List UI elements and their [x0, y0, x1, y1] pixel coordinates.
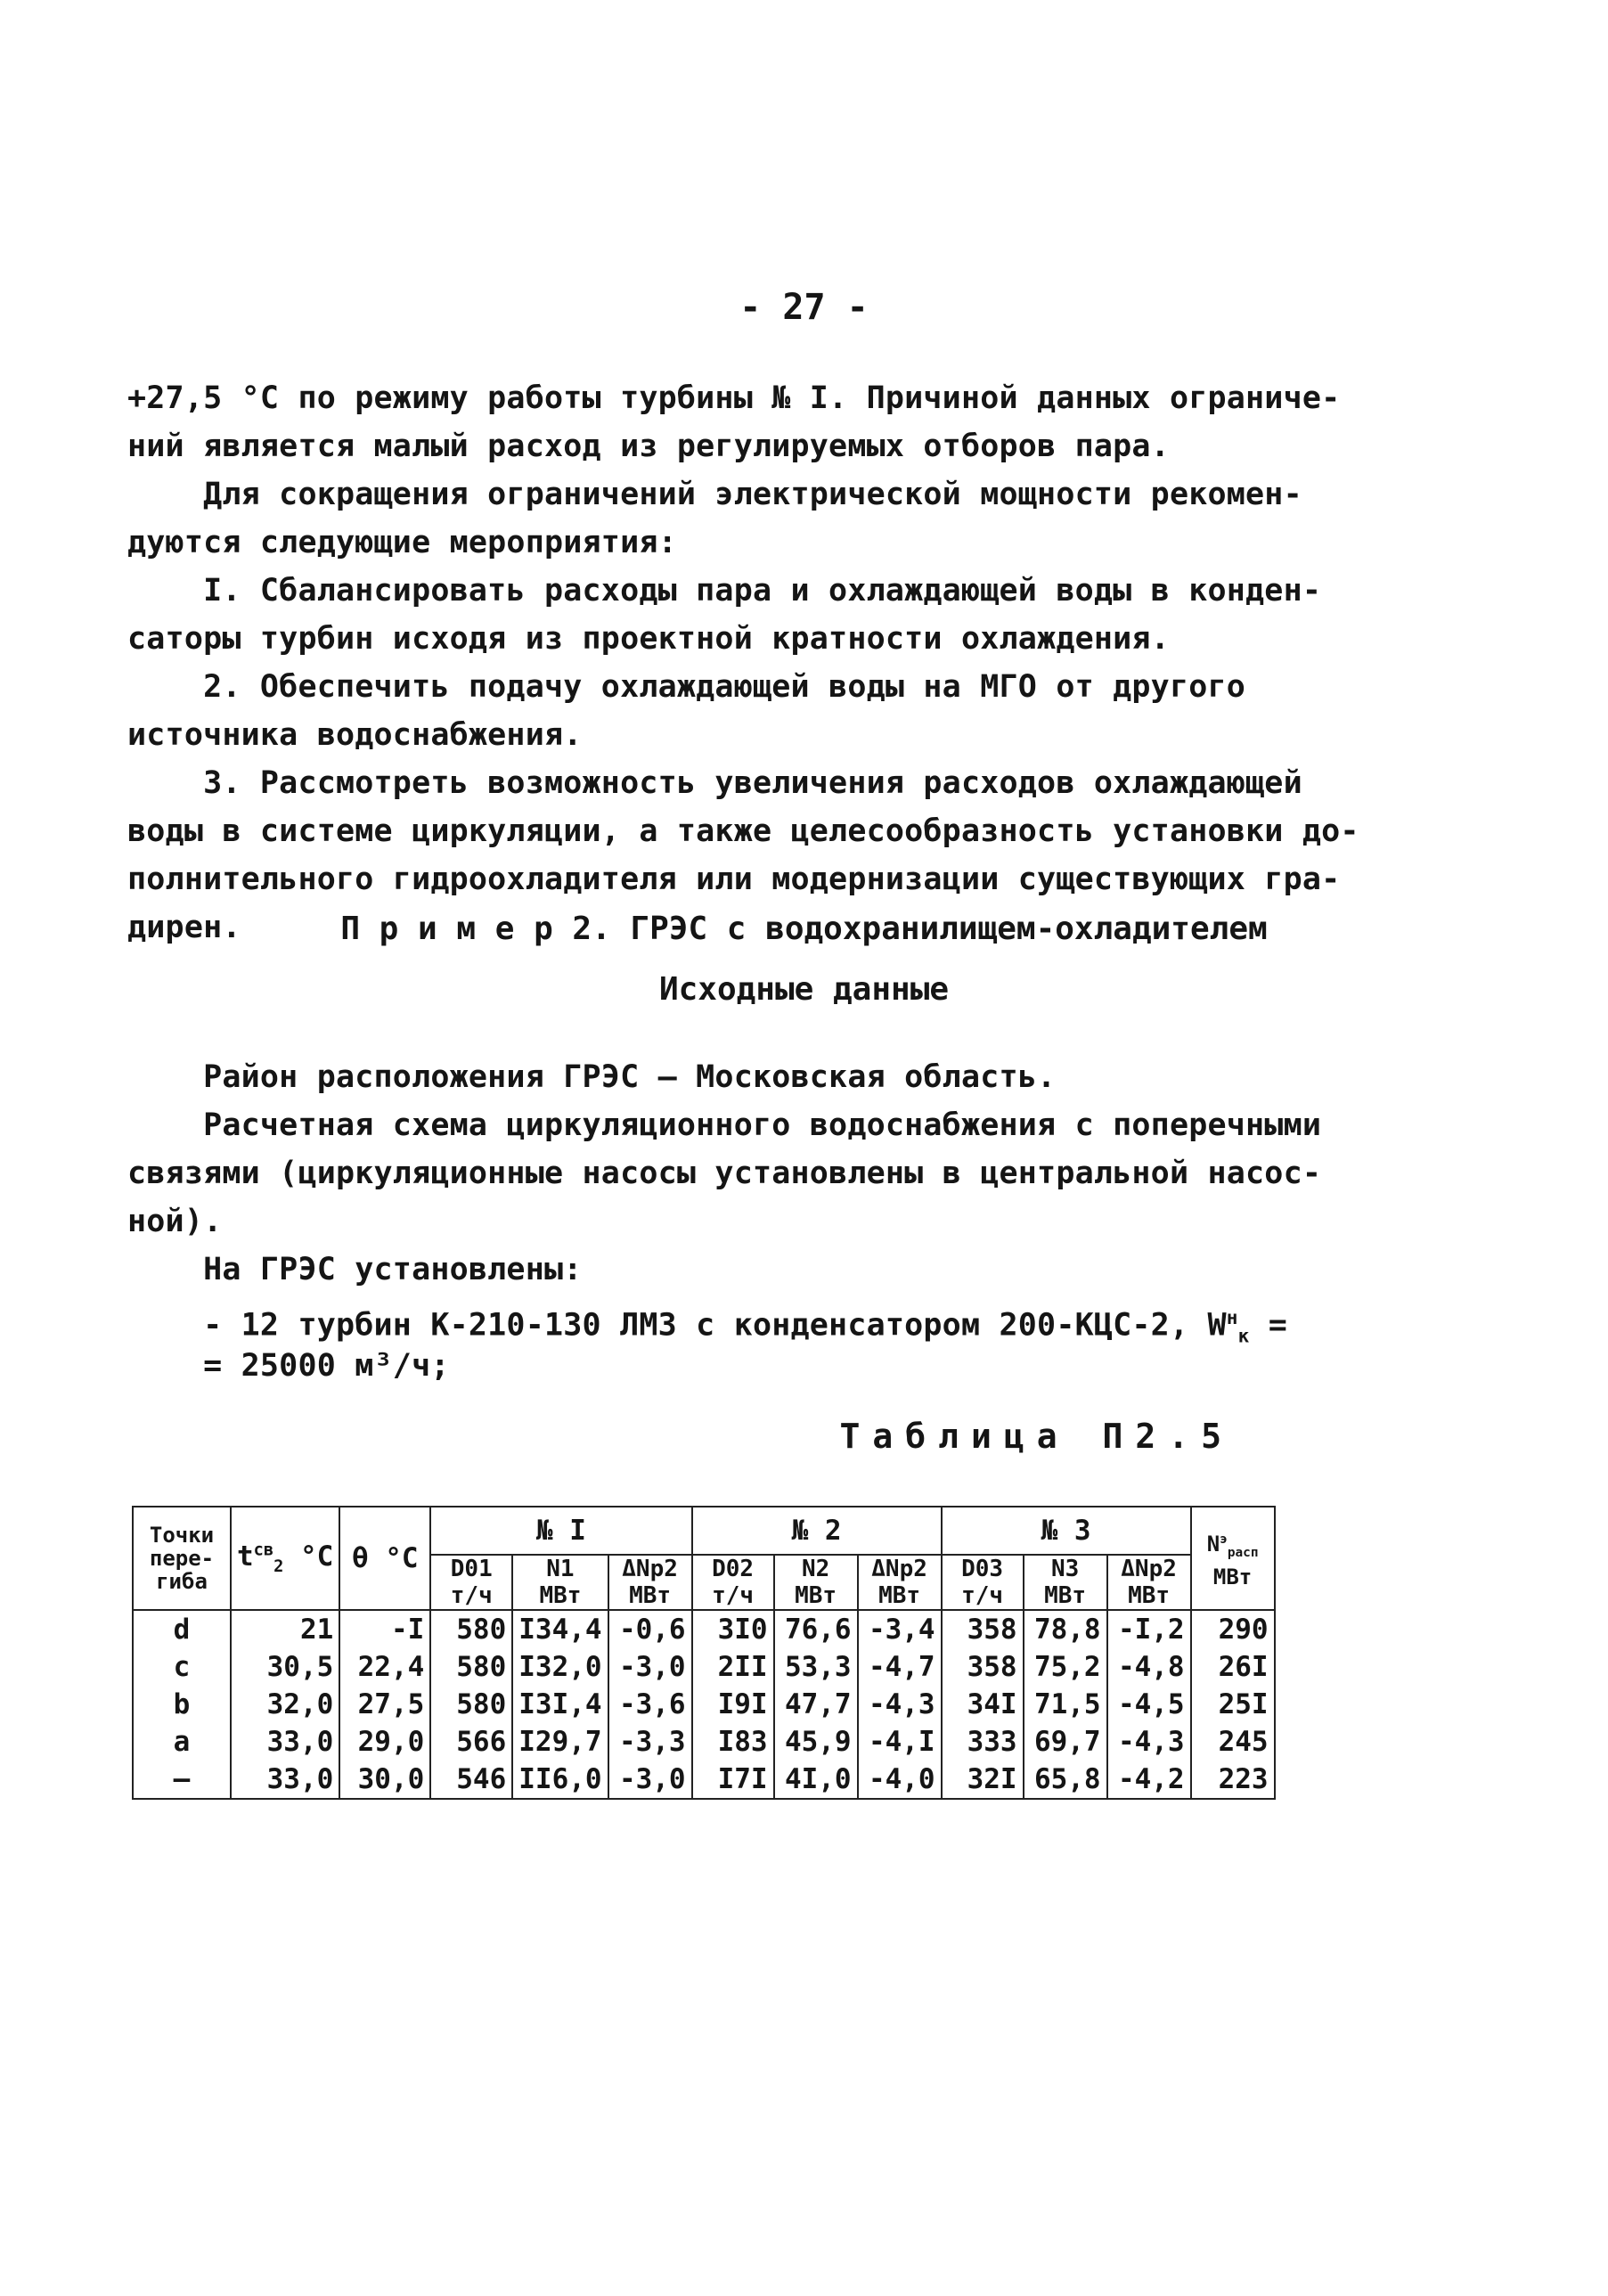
header-theta: θ °С	[339, 1507, 430, 1610]
header-t2-symbol: t	[237, 1540, 254, 1573]
header-nrasp-sup: э	[1220, 1532, 1228, 1547]
table-cell: 34I	[942, 1686, 1024, 1723]
table-cell: I34,4	[512, 1610, 608, 1648]
table-cell: 76,6	[774, 1610, 858, 1648]
header-t2-sub: 2	[273, 1557, 284, 1577]
table-cell: -3,0	[608, 1761, 692, 1799]
header-turbine-1: № I	[430, 1507, 691, 1555]
table-cell: -4,5	[1107, 1686, 1191, 1723]
table-cell: -3,4	[858, 1610, 942, 1648]
subheader-cell: ΔNp2 МВт	[1107, 1555, 1191, 1610]
table-cell: -4,2	[1107, 1761, 1191, 1799]
header-nrasp-unit: МВт	[1212, 1565, 1253, 1590]
subheader-cell: D01 т/ч	[430, 1555, 512, 1610]
table-cell: 21	[231, 1610, 339, 1648]
table-cell: 25I	[1191, 1686, 1275, 1723]
table-cell: –	[133, 1761, 231, 1799]
table-cell: -4,3	[1107, 1723, 1191, 1761]
formula-sup: н	[1226, 1307, 1238, 1328]
table-cell: 32,0	[231, 1686, 339, 1723]
formula-sub: к	[1237, 1325, 1250, 1347]
table-row	[133, 1723, 1275, 1761]
text-line: +27,5 °С по режиму работы турбины № I. Причиной данных ограниче-	[127, 380, 1341, 416]
subheader-cell: D02 т/ч	[692, 1555, 774, 1610]
table-cell: 53,3	[774, 1648, 858, 1686]
table-row	[133, 1761, 1275, 1799]
header-nrasp-sub: расп	[1227, 1545, 1259, 1560]
example-heading: П р и м е р 2. ГРЭС с водохранилищем-охладителем	[340, 911, 1268, 947]
table-cell: b	[133, 1686, 231, 1723]
table-cell: 580	[430, 1648, 512, 1686]
header-turbine-2: № 2	[692, 1507, 942, 1555]
table-cell: 3I0	[692, 1610, 774, 1648]
table-cell: 78,8	[1024, 1610, 1107, 1648]
table-cell: 32I	[942, 1761, 1024, 1799]
text-line: I. Сбалансировать расходы пара и охлаждающей воды в конден-	[127, 573, 1322, 609]
table-cell: 45,9	[774, 1723, 858, 1761]
subheader-cell: D03 т/ч	[942, 1555, 1024, 1610]
table-cell: 333	[942, 1723, 1024, 1761]
table-cell: -3,6	[608, 1686, 692, 1723]
header-turbine-3: № 3	[942, 1507, 1191, 1555]
data-table	[132, 1506, 1276, 1800]
header-nrasp-symbol: N	[1206, 1531, 1220, 1557]
table-cell: a	[133, 1723, 231, 1761]
table-cell: -3,0	[608, 1648, 692, 1686]
formula-tail: =	[1249, 1307, 1287, 1344]
table-cell: -4,0	[858, 1761, 942, 1799]
table-cell: I7I	[692, 1761, 774, 1799]
header-points: Точки пере-гиба	[133, 1507, 231, 1610]
table-cell: d	[133, 1610, 231, 1648]
table-cell: 4I,0	[774, 1761, 858, 1799]
table-cell: 30,0	[339, 1761, 430, 1799]
text-line: воды в системе циркуляции, а также целесообразность установки до-	[127, 813, 1359, 849]
text-line: ний является малый расход из регулируемых отборов пара.	[127, 429, 1170, 464]
text-line: связями (циркуляционные насосы установлены в центральной насос-	[127, 1156, 1322, 1191]
page-number: - 27 -	[739, 287, 869, 328]
subheader-cell: ΔNp2 МВт	[608, 1555, 692, 1610]
subheading: Исходные данные	[658, 971, 950, 1008]
table-cell: 580	[430, 1686, 512, 1723]
header-t2-sup: св	[253, 1540, 274, 1560]
text-line: ной).	[127, 1204, 223, 1239]
table-cell: 223	[1191, 1761, 1275, 1799]
table-caption: Таблица П2.5	[839, 1417, 1234, 1456]
table-cell: 33,0	[231, 1761, 339, 1799]
table-row	[133, 1610, 1275, 1648]
table-cell: 30,5	[231, 1648, 339, 1686]
text-line: 2. Обеспечить подачу охлаждающей воды на МГО от другого	[127, 669, 1246, 705]
table-cell: -4,7	[858, 1648, 942, 1686]
table-cell: 2II	[692, 1648, 774, 1686]
text-line: дирен.	[127, 910, 241, 945]
table-cell: -I	[339, 1610, 430, 1648]
table-body	[133, 1610, 1275, 1799]
table-cell: 22,4	[339, 1648, 430, 1686]
formula-text: - 12 турбин К-210-130 ЛМЗ с конденсатором 200-КЦС-2, W	[127, 1307, 1227, 1344]
table-cell: 65,8	[1024, 1761, 1107, 1799]
text-line: Для сокращения ограничений электрической мощности рекомен-	[127, 477, 1302, 512]
table-cell: 290	[1191, 1610, 1275, 1648]
text-line: Район расположения ГРЭС – Московская область.	[127, 1059, 1057, 1095]
table-cell: c	[133, 1648, 231, 1686]
table-cell: 26I	[1191, 1648, 1275, 1686]
table-cell: -I,2	[1107, 1610, 1191, 1648]
table-cell: 33,0	[231, 1723, 339, 1761]
table-row	[133, 1686, 1275, 1723]
table-cell: 75,2	[1024, 1648, 1107, 1686]
table-cell: 358	[942, 1610, 1024, 1648]
table-cell: 245	[1191, 1723, 1275, 1761]
table-cell: II6,0	[512, 1761, 608, 1799]
table-cell: 546	[430, 1761, 512, 1799]
table-row	[133, 1648, 1275, 1686]
text-line: На ГРЭС установлены:	[127, 1252, 583, 1287]
header-t2-unit: °С	[299, 1540, 334, 1573]
table-cell: 580	[430, 1610, 512, 1648]
table-cell: 27,5	[339, 1686, 430, 1723]
table-cell: I3I,4	[512, 1686, 608, 1723]
table-cell: 47,7	[774, 1686, 858, 1723]
text-line: 3. Рассмотреть возможность увеличения расходов охлаждающей	[127, 765, 1302, 801]
text-line: дуются следующие мероприятия:	[127, 525, 677, 560]
table-cell: 566	[430, 1723, 512, 1761]
table-cell: 71,5	[1024, 1686, 1107, 1723]
table-cell: -3,3	[608, 1723, 692, 1761]
table-cell: I9I	[692, 1686, 774, 1723]
table-cell: -4,I	[858, 1723, 942, 1761]
table-cell: -4,3	[858, 1686, 942, 1723]
text-line: Расчетная схема циркуляционного водоснабжения с поперечными	[127, 1107, 1322, 1143]
subheader-cell: N1 МВт	[512, 1555, 608, 1610]
header-t2	[231, 1507, 339, 1610]
header-nrasp	[1191, 1507, 1275, 1610]
table-cell: I29,7	[512, 1723, 608, 1761]
text-line: полнительного гидроохладителя или модернизации существующих гра-	[127, 862, 1341, 897]
subheader-cell: N3 МВт	[1024, 1555, 1107, 1610]
table-cell: 69,7	[1024, 1723, 1107, 1761]
subheader-cell: N2 МВт	[774, 1555, 858, 1610]
text-line: саторы турбин исходя из проектной кратности охлаждения.	[127, 621, 1170, 657]
table-cell: 358	[942, 1648, 1024, 1686]
table-cell: -0,6	[608, 1610, 692, 1648]
subheader-cell: ΔNp2 МВт	[858, 1555, 942, 1610]
table-cell: -4,8	[1107, 1648, 1191, 1686]
text-line: источника водоснабжения.	[127, 717, 583, 753]
table-cell: I32,0	[512, 1648, 608, 1686]
table-cell: 29,0	[339, 1723, 430, 1761]
text-line: = 25000 м³/ч;	[127, 1348, 450, 1384]
table-cell: I83	[692, 1723, 774, 1761]
